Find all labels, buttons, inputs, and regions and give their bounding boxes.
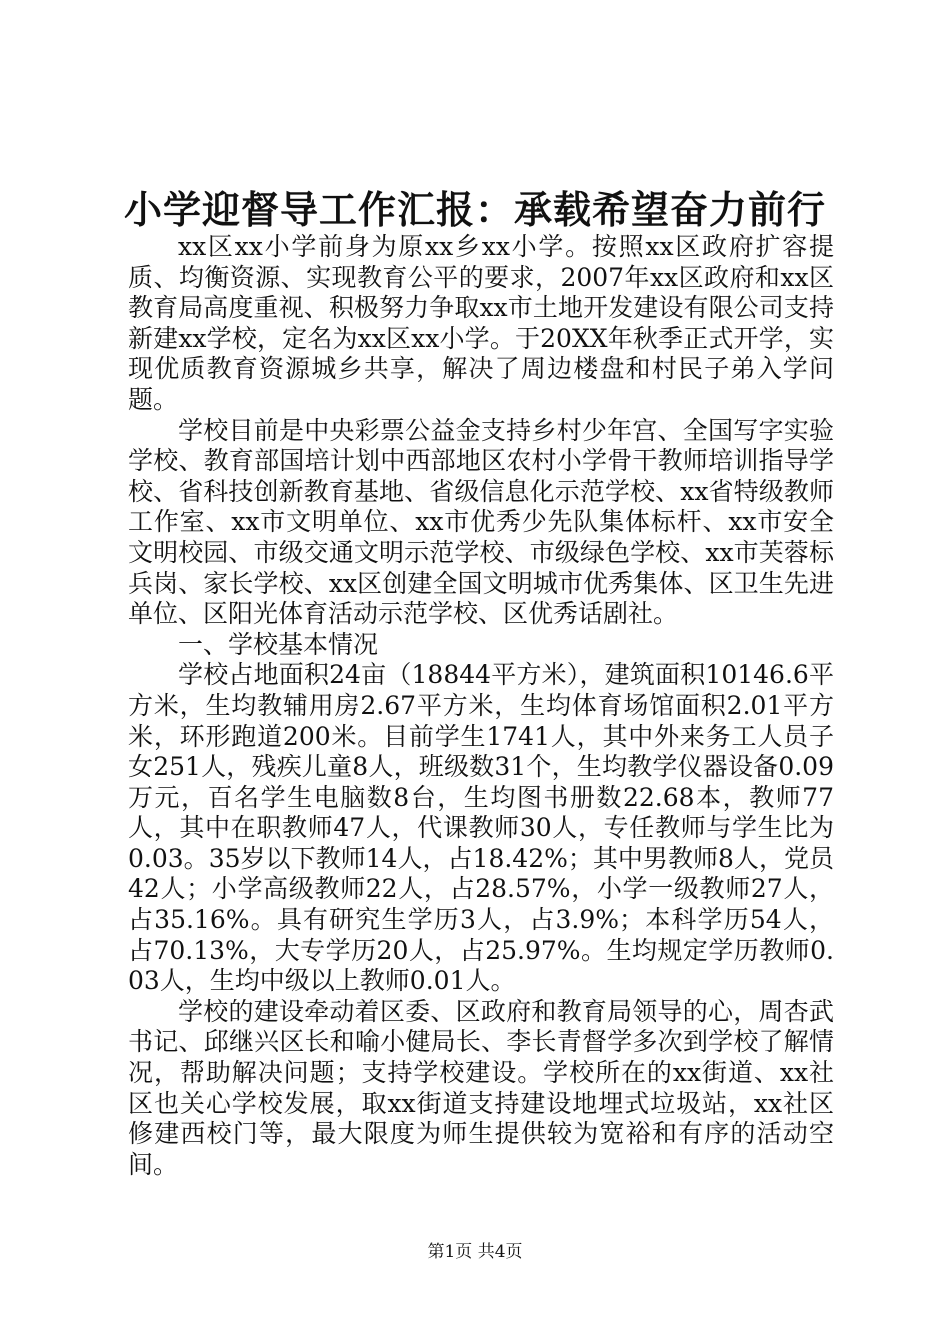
paragraph-school-support: 学校的建设牵动着区委、区政府和教育局领导的心，周杏武书记、邱继兴区长和喻小健局长、李长青督学多次到学校了解情况，帮助解决问题；支持学校建设。学校所在的xx街道、xx社区也关心学校发展，取xx街道支持建设地埋式垃圾站，xx社区修建西校门等，最大限度为师生提供较为宽裕和有序的活动空间。	[128, 996, 834, 1179]
paragraph-school-history: xx区xx小学前身为原xx乡xx小学。按照xx区政府扩容提质、均衡资源、实现教育公平的要求，2007年xx区政府和xx区教育局高度重视、积极努力争取xx市土地开发建设有限公司支持新建xx学校，定名为xx区xx小学。于20XX年秋季正式开学，实现优质教育资源城乡共享，解决了周边楼盘和村民子弟入学问题。	[128, 232, 834, 414]
page-footer: 第1页 共4页	[427, 1242, 523, 1262]
section-heading-basic-info: 一、学校基本情况	[178, 629, 379, 659]
document-body	[128, 232, 834, 1180]
document-title: 小学迎督导工作汇报：承载希望奋力前行	[123, 187, 826, 232]
paragraph-school-honors: 学校目前是中央彩票公益金支持乡村少年宫、全国写字实验学校、教育部国培计划中西部地区农村小学骨干教师培训指导学校、省科技创新教育基地、省级信息化示范学校、xx省特级教师工作室、xx市文明单位、xx市优秀少先队集体标杆、xx市安全文明校园、市级交通文明示范学校、市级绿色学校、xx市芙蓉标兵岗、家长学校、xx区创建全国文明城市优秀集体、区卫生先进单位、区阳光体育活动示范学校、区优秀话剧社。	[128, 415, 834, 629]
paragraph-school-statistics: 学校占地面积24亩（18844平方米），建筑面积10146.6平方米，生均教辅用房2.67平方米，生均体育场馆面积2.01平方米，环形跑道200米。目前学生1741人，其中外来务工人员子女251人，残疾儿童8人，班级数31个，生均教学仪器设备0.09万元，百名学生电脑数8台，生均图书册数22.68本，教师77人，其中在职教师47人，代课教师30人，专任教师与学生比为0.03。35岁以下教师14人，占18.42%；其中男教师8人，党员42人；小学高级教师22人，占28.57%，小学一级教师27人，占35.16%。具有研究生学历3人，占3.9%；本科学历54人，占70.13%，大专学历20人，占25.97%。生均规定学历教师0.03人，生均中级以上教师0.01人。	[128, 660, 834, 996]
